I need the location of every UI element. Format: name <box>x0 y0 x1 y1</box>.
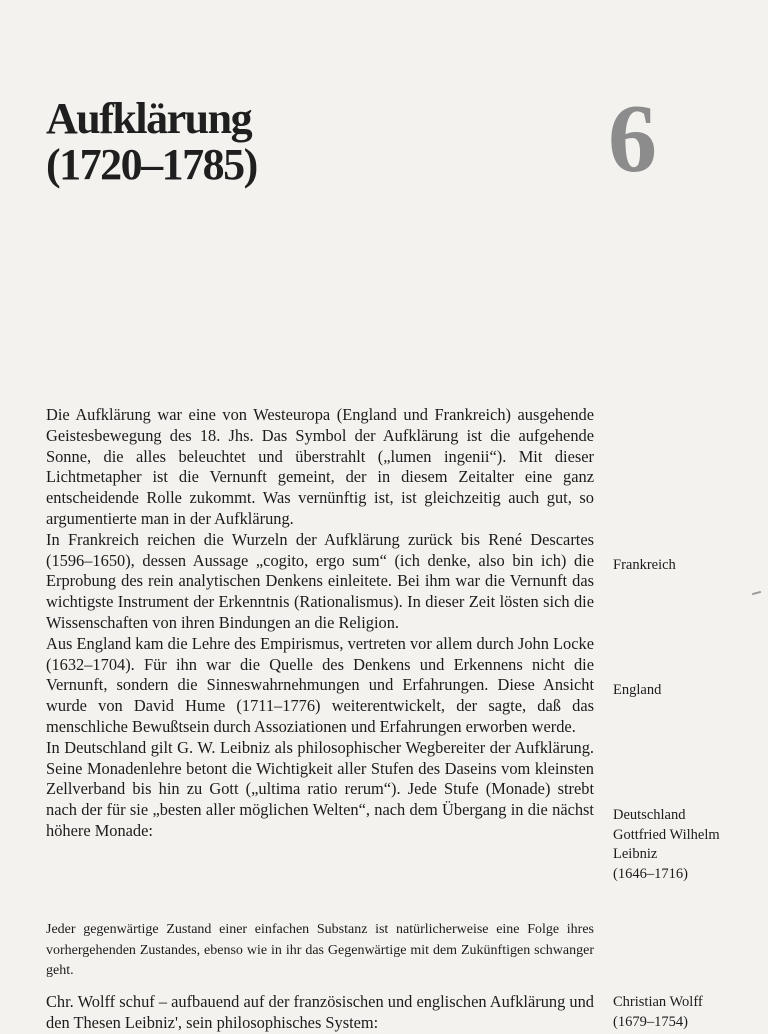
chapter-title <box>46 96 257 188</box>
paragraph-deutschland: In Deutschland gilt G. W. Leibniz als philosophischer Wegbereiter der Aufklärung. Seine Monadenlehre betont die Wichtigkeit aller Stufen des Daseins vom kleinsten Zellverband bis hin zu Gott („ultima ratio rerum“). Jede Stufe (Monade) strebt nach der für sie „besten aller möglichen Welten“, nach dem Übergang in die nächst höhere Monade: <box>46 737 594 840</box>
margin-note-wolff-name: Christian Wolff <box>613 994 703 1010</box>
margin-note-leibniz-name-2: Leibniz <box>613 846 658 862</box>
paragraph-frankreich: In Frankreich reichen die Wurzeln der Aufklärung zurück bis René Descartes (1596–1650), dessen Aussage „cogito, ergo sum“ (ich denke, also bin ich) die Erprobung des rein analytischen Denkens einleitete. Bei ihm war die Vernunft das wichtigste Instrument der Erkenntnis (Rationalismus). In dieser Zeit lösten sich die Wissenschaften von ihren Bindungen an die Religion. <box>46 529 594 632</box>
scan-mark <box>752 591 761 595</box>
chapter-title-line-1: Aufklärung <box>46 94 252 143</box>
margin-note-wolff <box>613 993 763 1032</box>
margin-note-wolff-dates: (1679–1754) <box>613 1013 688 1030</box>
paragraph-wolff: Chr. Wolff schuf – aufbauend auf der französischen und englischen Aufklärung und den Thesen Leibniz', sein philosophisches System: <box>46 992 594 1032</box>
margin-note-england: England <box>613 682 662 698</box>
paragraph-england: Aus England kam die Lehre des Empirismus, vertreten vor allem durch John Locke (1632–1704). Für ihn war die Quelle des Denkens und Erkennens nicht die Vernunft, sondern die Sinneswahrnehmungen und Erfahrungen. Diese Ansicht wurde von David Hume (1711–1776) weiterentwickelt, der sagte, daß das menschliche Bewußtsein durch Assoziationen und Erfahrungen erworben werde. <box>46 633 594 736</box>
margin-note-leibniz-dates: (1646–1716) <box>613 865 688 882</box>
leibniz-quote: Jeder gegenwärtige Zustand einer einfachen Substanz ist natürlicherweise eine Folge ihres vorhergehenden Zustandes, ebenso wie in ihr das Gegenwärtige mit dem Zukünftigen schwanger geht. <box>46 922 594 978</box>
chapter-number: 6 <box>608 85 657 193</box>
paragraph-intro: Die Aufklärung war eine von Westeuropa (England und Frankreich) ausgehende Geistesbewegung des 18. Jhs. Das Symbol der Aufklärung ist die aufgehende Sonne, die alles beleuchtet und überstrahlt („lumen ingenii“). Mit dieser Lichtmetapher ist die Vernunft gemeint, der in diesem Zeitalter eine ganz entscheidende Rolle zukommt. Was vernünftig ist, ist gleichzeitig auch gut, so argumentierte man in der Aufklärung. <box>46 405 594 528</box>
chapter-title-line-2: (1720–1785) <box>46 140 257 189</box>
main-text <box>46 405 594 842</box>
margin-note-frankreich: Frankreich <box>613 557 676 573</box>
margin-note-deutschland-label: Deutschland <box>613 807 686 823</box>
margin-note-leibniz-name-1: Gottfried Wilhelm <box>613 826 720 843</box>
margin-note-deutschland <box>613 806 763 884</box>
